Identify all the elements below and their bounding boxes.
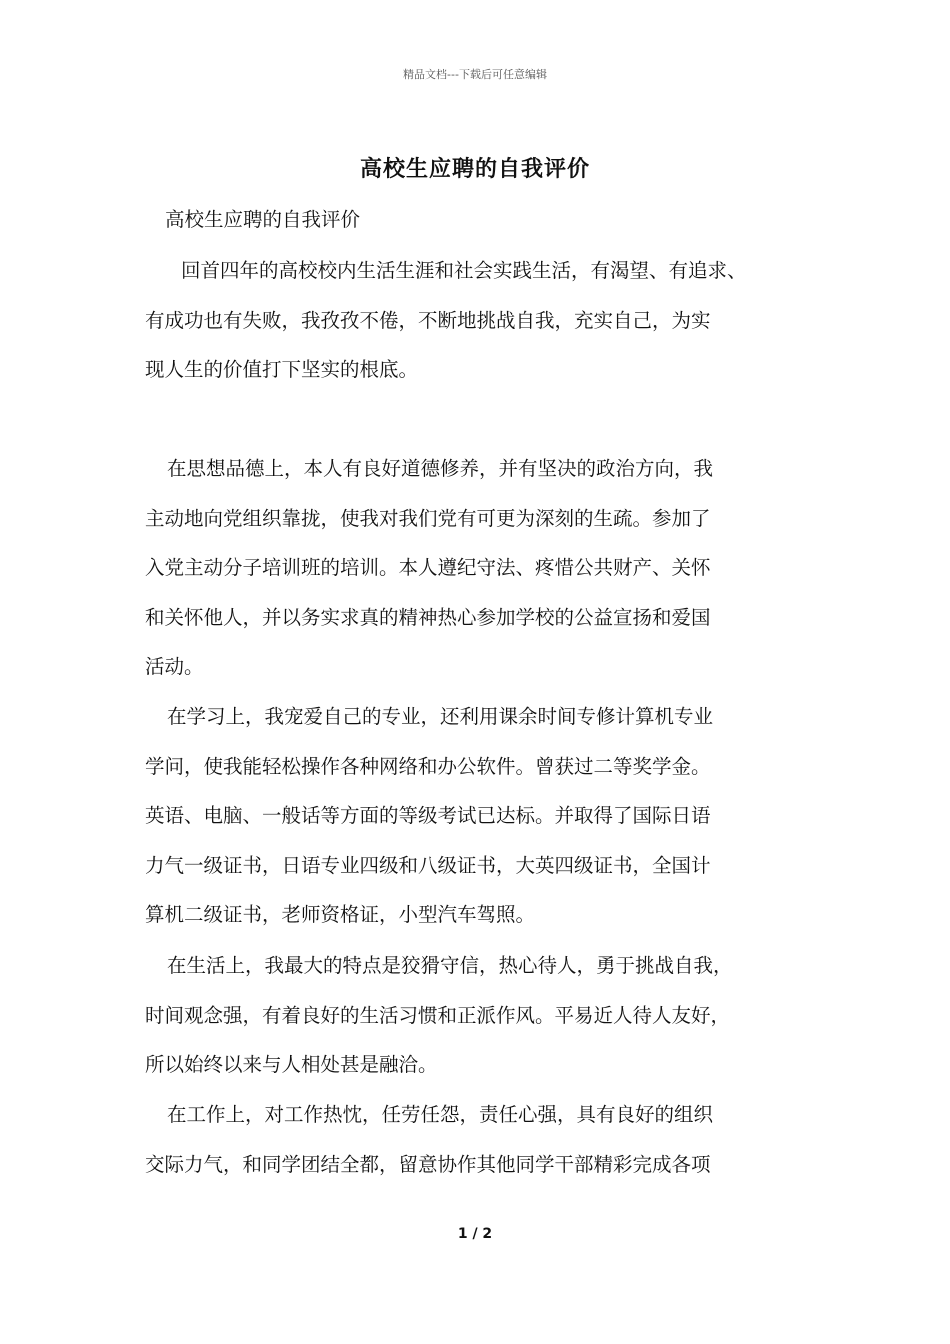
paragraph-study xyxy=(145,692,825,940)
subtitle-line: 高校生应聘的自我评价 xyxy=(165,208,361,231)
paragraph-line: 力气一级证书，日语专业四级和八级证书，大英四级证书，全国计 xyxy=(145,853,711,877)
paragraph-line: 有成功也有失败，我孜孜不倦，不断地挑战自我，充实自己，为实 xyxy=(145,308,711,332)
page-number: 1 / 2 xyxy=(457,1226,493,1242)
paragraph-line: 所以始终以来与人相处甚是融洽。 xyxy=(145,1053,438,1076)
document-subtitle xyxy=(145,195,825,245)
document-title: 高校生应聘的自我评价 xyxy=(359,156,590,182)
paragraph-work xyxy=(145,1090,825,1189)
paragraph-line: 学问，使我能轻松操作各种网络和办公软件。曾获过二等奖学金。 xyxy=(145,754,711,778)
paragraph-line: 入党主动分子培训班的培训。本人遵纪守法、疼惜公共财产、关怀 xyxy=(145,556,711,579)
paragraph-intro xyxy=(145,246,825,395)
paragraph-line: 在学习上，我宠爱自己的专业，还利用课余时间专修计算机专业 xyxy=(167,705,714,728)
paragraph-line: 回首四年的高校校内生活生涯和社会实践生活，有渴望、有追求、 xyxy=(181,259,747,282)
paragraph-line: 时间观念强，有着良好的生活习惯和正派作风。平易近人待人友好， xyxy=(145,1003,731,1027)
paragraph-line: 英语、电脑、一般话等方面的等级考试已达标。并取得了国际日语 xyxy=(145,804,711,827)
paragraph-line: 活动。 xyxy=(145,655,204,678)
paragraph-line: 现人生的价值打下坚实的根底。 xyxy=(145,358,419,381)
paragraph-ideology xyxy=(145,444,825,692)
paragraph-line: 和关怀他人，并以务实求真的精神热心参加学校的公益宣扬和爱国 xyxy=(145,605,711,629)
paragraph-line: 在生活上，我最大的特点是狡猾守信，热心待人，勇于挑战自我， xyxy=(167,954,733,977)
paragraph-line: 在工作上，对工作热忱，任劳任怨，责任心强，具有良好的组织 xyxy=(167,1103,714,1126)
paragraph-life xyxy=(145,941,825,1090)
paragraph-line: 在思想品德上，本人有良好道德修养，并有坚决的政治方向，我 xyxy=(167,457,714,480)
paragraph-line: 交际力气，和同学团结全都，留意协作其他同学干部精彩完成各项 xyxy=(145,1152,711,1176)
header-note: 精品文档---下载后可任意编辑 xyxy=(403,68,547,81)
paragraph-line: 主动地向党组织靠拢，使我对我们党有可更为深刻的生疏。参加了 xyxy=(145,506,711,530)
paragraph-line: 算机二级证书，老师资格证，小型汽车驾照。 xyxy=(145,903,536,926)
